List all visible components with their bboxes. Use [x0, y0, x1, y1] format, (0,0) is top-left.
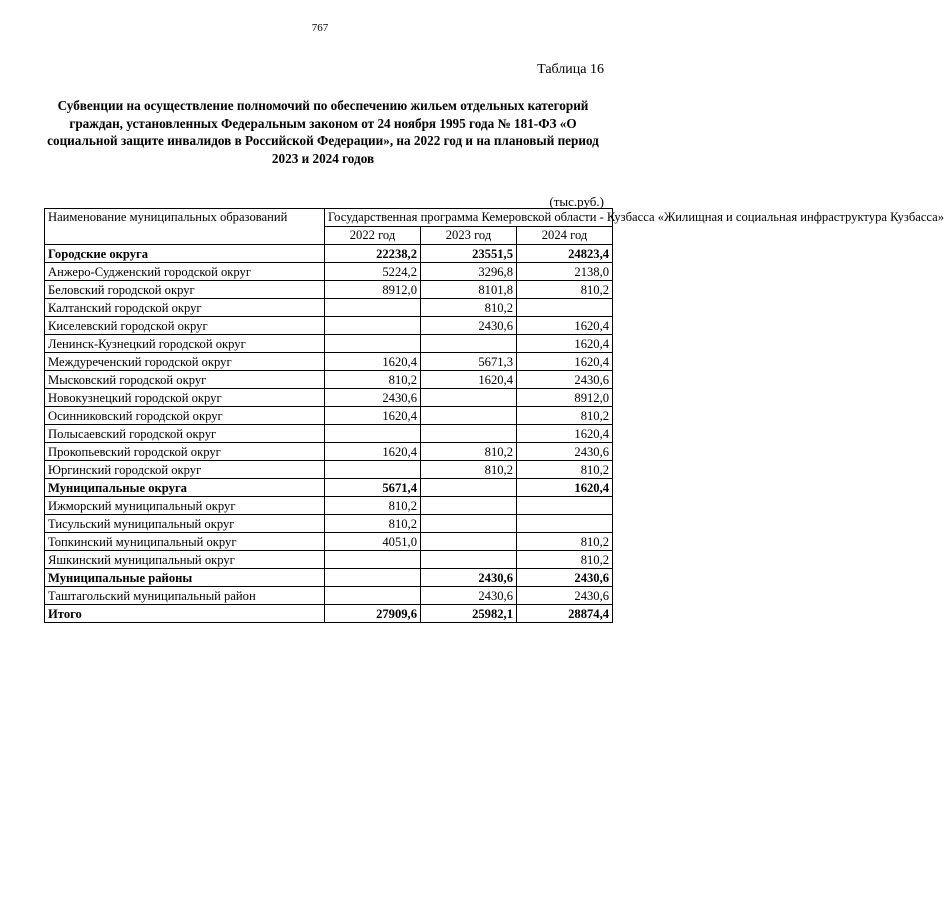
page-number: 767 — [311, 22, 329, 34]
subventions-table — [44, 208, 944, 623]
value-2022 — [325, 551, 421, 569]
value-2024: 2138,0 — [517, 263, 613, 281]
value-2022 — [325, 299, 421, 317]
municipality-name: Ижморский муниципальный округ — [45, 497, 325, 515]
value-2024: 2430,6 — [517, 371, 613, 389]
value-2023 — [421, 497, 517, 515]
header-year-2024: 2024 год — [517, 227, 613, 245]
value-2022: 5224,2 — [325, 263, 421, 281]
value-2023 — [421, 407, 517, 425]
value-2023: 8101,8 — [421, 281, 517, 299]
value-2024 — [517, 515, 613, 533]
value-2023: 25982,1 — [421, 605, 517, 623]
value-2022 — [325, 569, 421, 587]
value-2024: 1620,4 — [517, 353, 613, 371]
value-2023: 2430,6 — [421, 317, 517, 335]
units-label: (тыс.руб.) — [549, 194, 604, 209]
value-2024: 2430,6 — [517, 587, 613, 605]
value-2024: 810,2 — [517, 407, 613, 425]
value-2024: 1620,4 — [517, 317, 613, 335]
value-2022: 27909,6 — [325, 605, 421, 623]
value-2022: 2430,6 — [325, 389, 421, 407]
value-2023: 23551,5 — [421, 245, 517, 263]
table-row — [45, 245, 613, 263]
value-2022 — [325, 425, 421, 443]
value-2022: 810,2 — [325, 497, 421, 515]
table-row — [45, 497, 613, 515]
table-row — [45, 389, 613, 407]
municipality-name: Муниципальные округа — [45, 479, 325, 497]
header-municipality: Наименование муниципальных образований — [45, 209, 325, 245]
value-2022: 8912,0 — [325, 281, 421, 299]
value-2023 — [421, 551, 517, 569]
value-2023: 2430,6 — [421, 569, 517, 587]
value-2024: 1620,4 — [517, 425, 613, 443]
table-label: Таблица 16 — [537, 62, 604, 77]
municipality-name: Топкинский муниципальный округ — [45, 533, 325, 551]
municipality-name: Городские округа — [45, 245, 325, 263]
table-row — [45, 371, 613, 389]
municipality-name: Юргинский городской округ — [45, 461, 325, 479]
table-row — [45, 587, 613, 605]
table-row — [45, 317, 613, 335]
value-2024 — [517, 497, 613, 515]
value-2022 — [325, 461, 421, 479]
municipality-name: Прокопьевский городской округ — [45, 443, 325, 461]
value-2024: 24823,4 — [517, 245, 613, 263]
document-title: Субвенции на осуществление полномочий по обеспечению жильем отдельных категорий граждан, установленных Федеральным законом от 24 ноября 1995 года № 181-ФЗ «О социальной защите инвалидов в Российской Федерации», на 2022 год и на плановый период 2023 и 2024 годов — [47, 98, 599, 166]
value-2022: 4051,0 — [325, 533, 421, 551]
table-row — [45, 299, 613, 317]
table-row — [45, 335, 613, 353]
table-row — [45, 443, 613, 461]
municipality-name: Таштагольский муниципальный район — [45, 587, 325, 605]
value-2024: 1620,4 — [517, 479, 613, 497]
municipality-name: Калтанский городской округ — [45, 299, 325, 317]
table-row — [45, 605, 613, 623]
value-2024: 810,2 — [517, 533, 613, 551]
table-row — [45, 569, 613, 587]
value-2023 — [421, 425, 517, 443]
table-row — [45, 533, 613, 551]
value-2024: 2430,6 — [517, 443, 613, 461]
municipality-name: Беловский городской округ — [45, 281, 325, 299]
value-2023 — [421, 389, 517, 407]
value-2023: 1620,4 — [421, 371, 517, 389]
value-2023: 810,2 — [421, 443, 517, 461]
municipality-name: Мысковский городской округ — [45, 371, 325, 389]
municipality-name: Новокузнецкий городской округ — [45, 389, 325, 407]
municipality-name: Тисульский муниципальный округ — [45, 515, 325, 533]
value-2023 — [421, 515, 517, 533]
value-2023 — [421, 335, 517, 353]
value-2024: 1620,4 — [517, 335, 613, 353]
value-2022: 810,2 — [325, 371, 421, 389]
value-2022: 5671,4 — [325, 479, 421, 497]
value-2022: 1620,4 — [325, 443, 421, 461]
table-row — [45, 281, 613, 299]
value-2023: 2430,6 — [421, 587, 517, 605]
municipality-name: Анжеро-Судженский городской округ — [45, 263, 325, 281]
table-row — [45, 515, 613, 533]
table-row — [45, 407, 613, 425]
value-2023 — [421, 479, 517, 497]
value-2022: 810,2 — [325, 515, 421, 533]
municipality-name: Междуреченский городской округ — [45, 353, 325, 371]
value-2023: 810,2 — [421, 461, 517, 479]
value-2023 — [421, 533, 517, 551]
value-2022: 1620,4 — [325, 353, 421, 371]
header-program: Государственная программа Кемеровской области - Кузбасса «Жилищная и социальная инфраструктура Кузбасса» — [325, 209, 613, 227]
value-2023: 3296,8 — [421, 263, 517, 281]
municipality-name: Полысаевский городской округ — [45, 425, 325, 443]
municipality-name: Итого — [45, 605, 325, 623]
municipality-name: Осинниковский городской округ — [45, 407, 325, 425]
municipality-name: Муниципальные районы — [45, 569, 325, 587]
table-body — [45, 245, 613, 623]
value-2024: 8912,0 — [517, 389, 613, 407]
header-year-2023: 2023 год — [421, 227, 517, 245]
value-2023: 810,2 — [421, 299, 517, 317]
table-row — [45, 461, 613, 479]
header-year-2022: 2022 год — [325, 227, 421, 245]
value-2022 — [325, 317, 421, 335]
value-2022: 22238,2 — [325, 245, 421, 263]
value-2024: 28874,4 — [517, 605, 613, 623]
municipality-name: Киселевский городской округ — [45, 317, 325, 335]
value-2022 — [325, 335, 421, 353]
municipality-name: Яшкинский муниципальный округ — [45, 551, 325, 569]
value-2023: 5671,3 — [421, 353, 517, 371]
value-2022 — [325, 587, 421, 605]
value-2024: 2430,6 — [517, 569, 613, 587]
table-row — [45, 263, 613, 281]
value-2024: 810,2 — [517, 551, 613, 569]
table-row — [45, 353, 613, 371]
table-row — [45, 551, 613, 569]
value-2022: 1620,4 — [325, 407, 421, 425]
value-2024 — [517, 299, 613, 317]
value-2024: 810,2 — [517, 461, 613, 479]
table-row — [45, 479, 613, 497]
value-2024: 810,2 — [517, 281, 613, 299]
table-row — [45, 425, 613, 443]
municipality-name: Ленинск-Кузнецкий городской округ — [45, 335, 325, 353]
